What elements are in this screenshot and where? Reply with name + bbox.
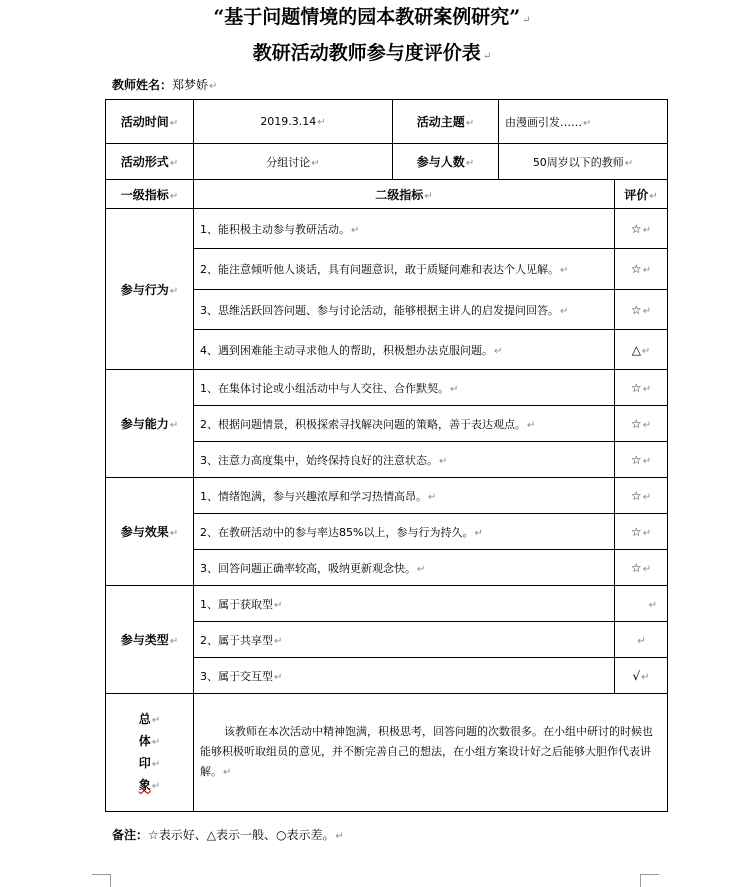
- activity-form-value: 分组讨论↵: [194, 144, 393, 180]
- activity-theme-value: 由漫画引发……↵: [499, 100, 668, 144]
- indicator-text: 1、在集体讨论或小组活动中与人交往、合作默契。↵: [194, 370, 615, 406]
- info-row-form: [106, 144, 668, 180]
- indicator-text: 1、属于获取型↵: [194, 586, 615, 622]
- header-level2: 二级指标↵: [194, 180, 615, 209]
- note-label: 备注：: [112, 828, 149, 842]
- rating-cell: ☆↵: [615, 249, 668, 290]
- summary-row: [106, 694, 668, 812]
- summary-label: 总↵ 体↵ 印↵ 象↵: [106, 694, 194, 812]
- rating-cell: ☆↵: [615, 290, 668, 330]
- teacher-name-value: 郑梦娇: [172, 78, 209, 92]
- rating-cell: ☆↵: [615, 514, 668, 550]
- paragraph-mark-icon: ↵: [335, 831, 344, 842]
- rating-cell: △↵: [615, 330, 668, 370]
- indicator-text: 2、根据问题情景，积极探索寻找解决问题的策略，善于表达观点。↵: [194, 406, 615, 442]
- header-row: [106, 180, 668, 209]
- table-row: [106, 586, 668, 622]
- info-row-time: [106, 100, 668, 144]
- indicator-text: 1、能积极主动参与教研活动。↵: [194, 209, 615, 249]
- indicator-text: 2、能注意倾听他人谈话，具有问题意识，敢于质疑问难和表达个人见解。↵: [194, 249, 615, 290]
- note-text: ☆表示好、△表示一般、○表示差。: [148, 828, 335, 842]
- table-row: [106, 370, 668, 406]
- crop-mark-left: [92, 874, 111, 887]
- rating-cell: ☆↵: [615, 370, 668, 406]
- participant-count-label: 参与人数↵: [393, 144, 499, 180]
- rating-cell: ☆↵: [615, 442, 668, 478]
- title-line-2: 教研活动教师参与度评价表 ↵: [252, 42, 492, 64]
- indicator-text: 1、情绪饱满，参与兴趣浓厚和学习热情高昂。↵: [194, 478, 615, 514]
- crop-mark-right: [640, 874, 659, 887]
- group-label: 参与类型↵: [106, 586, 194, 694]
- paragraph-mark-icon: ↵: [522, 15, 531, 26]
- header-level1: 一级指标↵: [106, 180, 194, 209]
- rating-cell: ☆↵: [615, 406, 668, 442]
- evaluation-table: [105, 99, 668, 812]
- indicator-text: 2、属于共享型↵: [194, 622, 615, 658]
- group-label: 参与效果↵: [106, 478, 194, 586]
- group-label: 参与行为↵: [106, 209, 194, 370]
- rating-cell: √↵: [615, 658, 668, 694]
- activity-form-label: 活动形式↵: [106, 144, 194, 180]
- indicator-text: 3、思维活跃回答问题、参与讨论活动，能够根据主讲人的启发提问回答。↵: [194, 290, 615, 330]
- activity-time-value: 2019.3.14↵: [194, 100, 393, 144]
- rating-cell: ↵: [615, 586, 668, 622]
- indicator-text: 3、注意力高度集中，始终保持良好的注意状态。↵: [194, 442, 615, 478]
- rating-cell: ☆↵: [615, 550, 668, 586]
- teacher-name-label: 教师姓名：: [112, 78, 173, 92]
- table-row: [106, 478, 668, 514]
- rating-cell: ↵: [615, 622, 668, 658]
- rating-cell: ☆↵: [615, 478, 668, 514]
- teacher-name-line: [112, 76, 217, 93]
- title-line-1: “基于问题情境的园本教研案例研究” ↵: [213, 6, 531, 28]
- activity-time-label: 活动时间↵: [106, 100, 194, 144]
- indicator-text: 3、回答问题正确率较高，吸纳更新观念快。↵: [194, 550, 615, 586]
- table-row: [106, 209, 668, 249]
- header-rating: 评价↵: [615, 180, 668, 209]
- group-label: 参与能力↵: [106, 370, 194, 478]
- footnote: [112, 826, 344, 843]
- participant-count-value: 50周岁以下的教师↵: [499, 144, 668, 180]
- summary-text: 该教师在本次活动中精神饱满，积极思考，回答问题的次数很多。在小组中研讨的时候也能够积极听取组员的意见，并不断完善自己的想法，在小组方案设计好之后能够大胆作代表讲解。↵: [194, 694, 668, 812]
- rating-cell: ☆↵: [615, 209, 668, 249]
- indicator-text: 2、在教研活动中的参与率达85%以上，参与行为持久。↵: [194, 514, 615, 550]
- indicator-text: 4、遇到困难能主动寻求他人的帮助，积极想办法克服问题。↵: [194, 330, 615, 370]
- paragraph-mark-icon: ↵: [482, 51, 492, 62]
- indicator-text: 3、属于交互型↵: [194, 658, 615, 694]
- activity-theme-label: 活动主题↵: [393, 100, 499, 144]
- paragraph-mark-icon: ↵: [209, 81, 218, 92]
